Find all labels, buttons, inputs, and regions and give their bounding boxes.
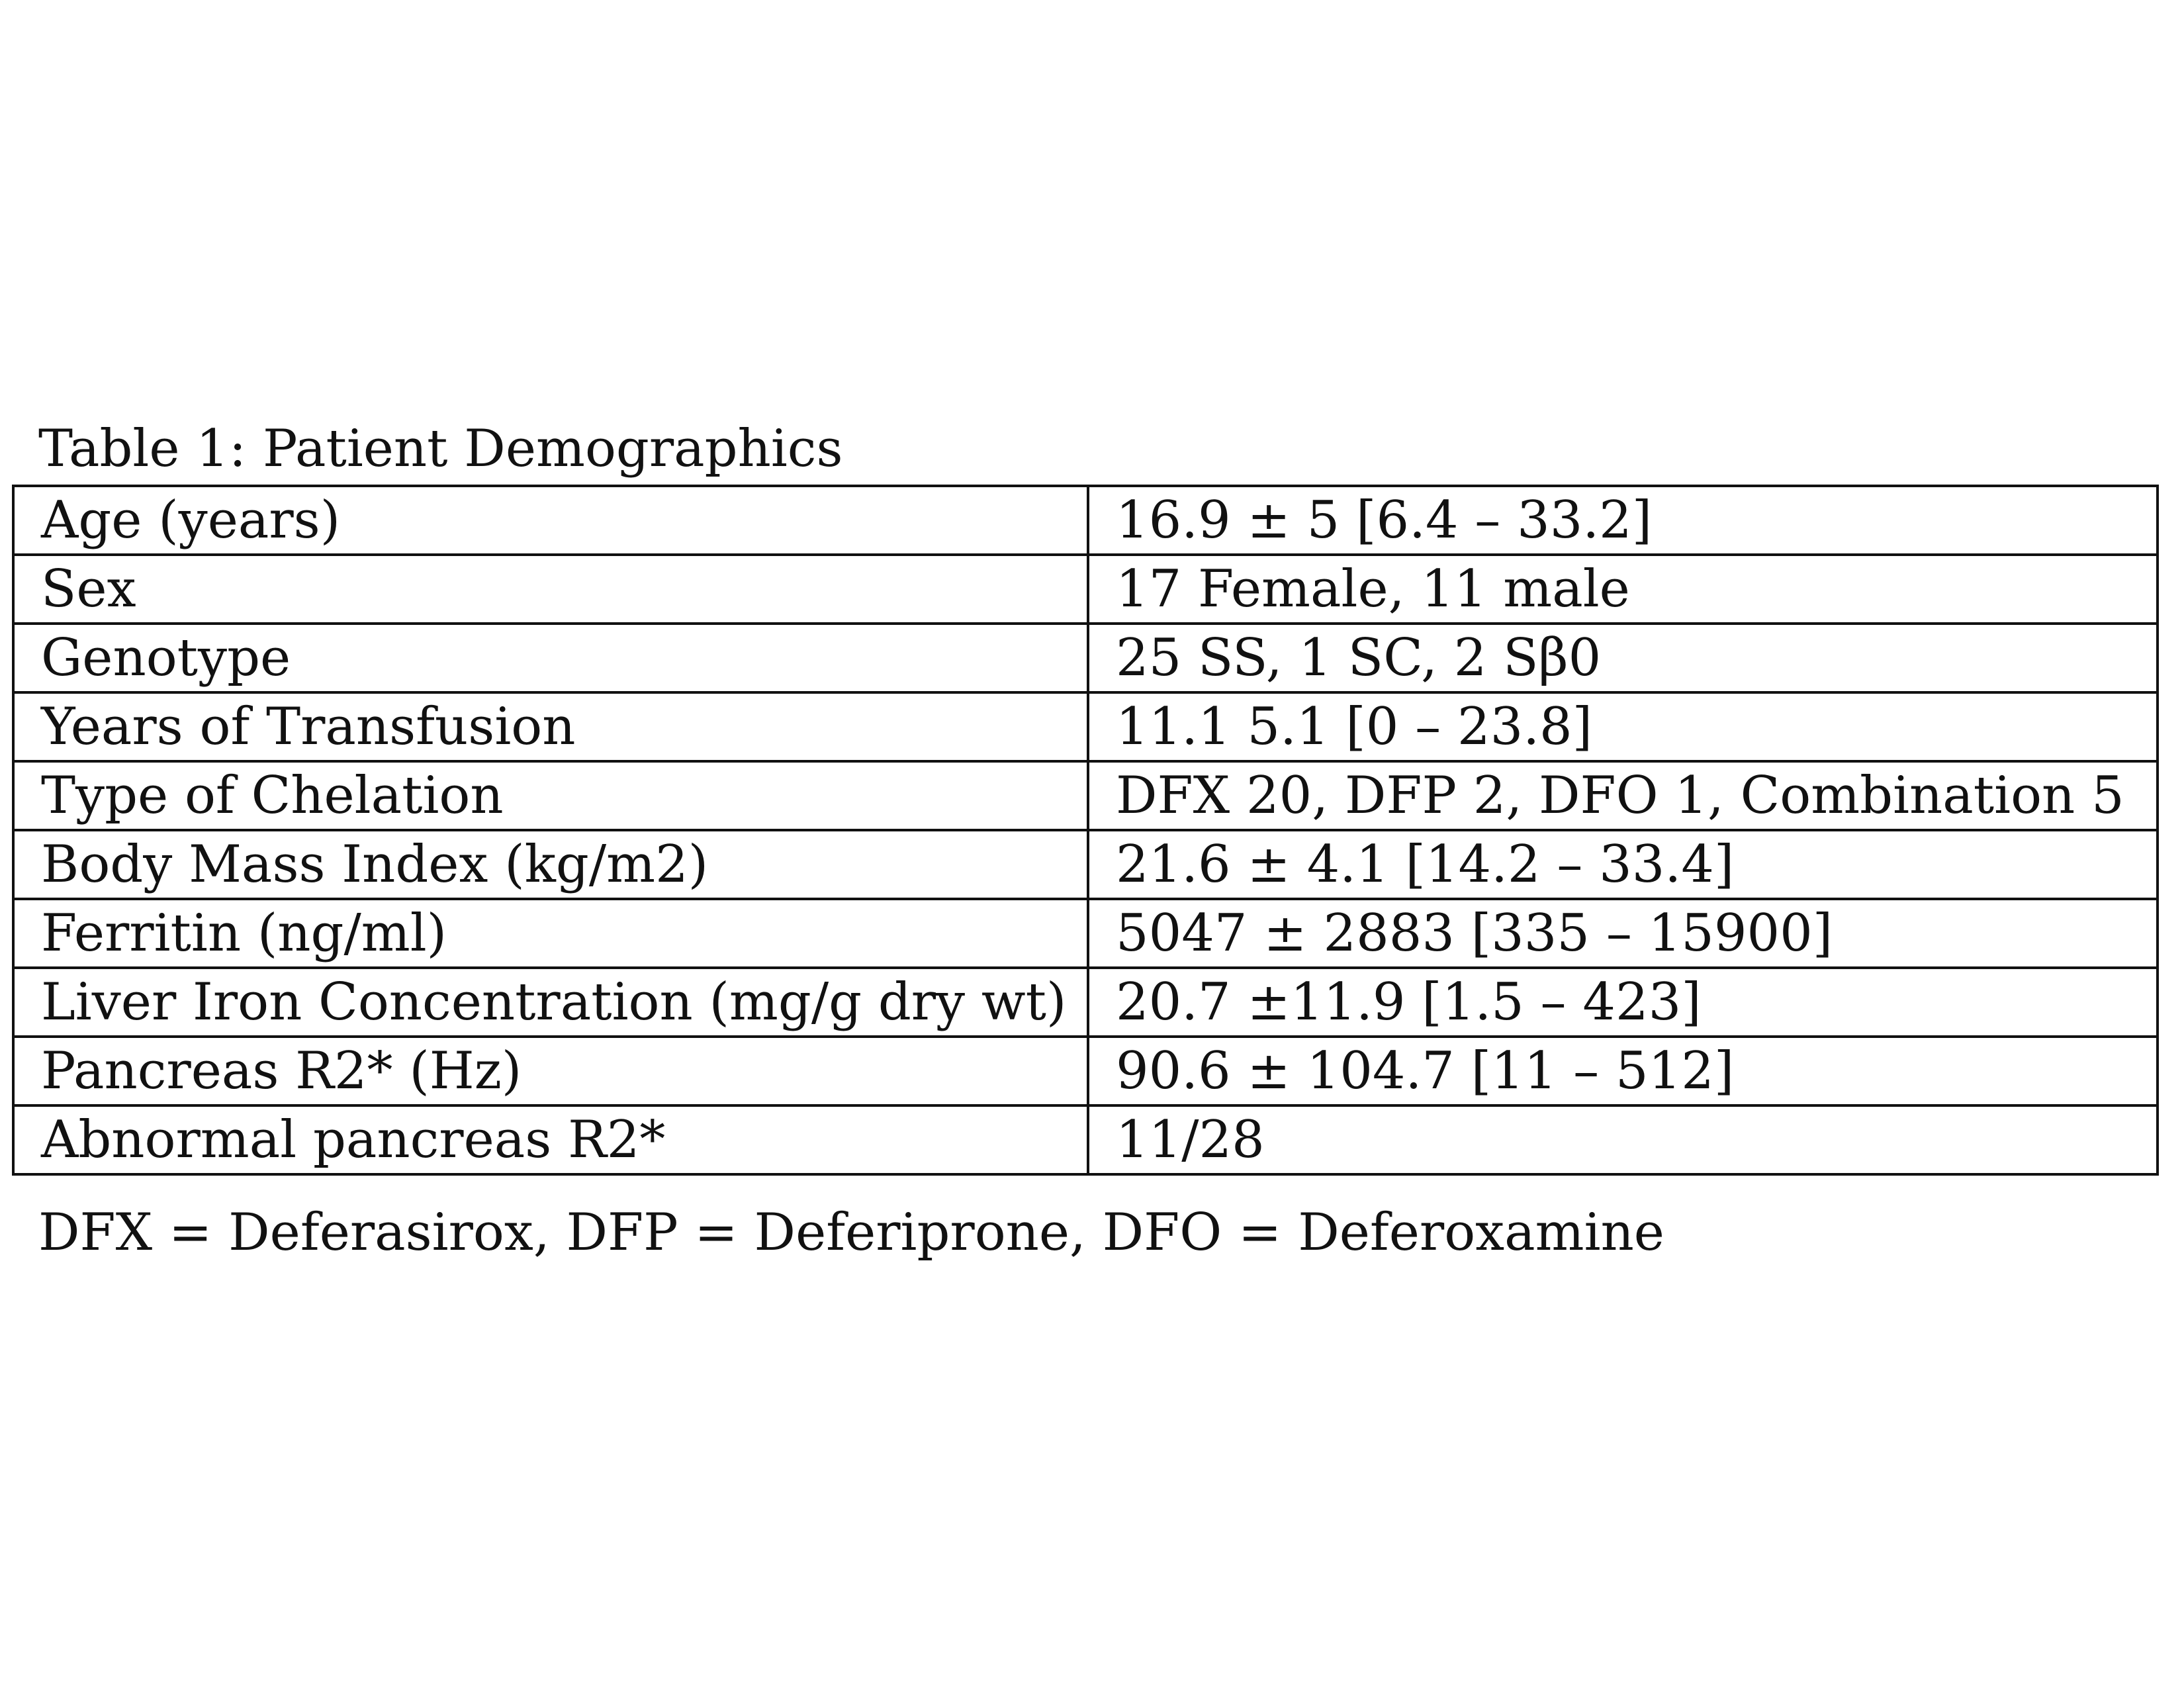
row-value: 21.6 ± 4.1 [14.2 – 33.4] <box>1088 830 2158 899</box>
table-title: Table 1: Patient Demographics <box>38 419 843 479</box>
table-row <box>13 486 2158 555</box>
table-row <box>13 899 2158 968</box>
table-row <box>13 692 2158 761</box>
table-row <box>13 830 2158 899</box>
table-row <box>13 761 2158 830</box>
table-footnote: DFX = Deferasirox, DFP = Deferiprone, DFO = Deferoxamine <box>38 1203 1664 1262</box>
row-value: 11.1 5.1 [0 – 23.8] <box>1088 692 2158 761</box>
table-row <box>13 555 2158 624</box>
row-label: Genotype <box>13 624 1088 692</box>
row-label: Sex <box>13 555 1088 624</box>
table-row <box>13 1105 2158 1174</box>
row-label: Age (years) <box>13 486 1088 555</box>
table-row <box>13 1037 2158 1105</box>
row-value: 11/28 <box>1088 1105 2158 1174</box>
row-value: 25 SS, 1 SC, 2 Sβ0 <box>1088 624 2158 692</box>
row-value: 90.6 ± 104.7 [11 – 512] <box>1088 1037 2158 1105</box>
row-label: Liver Iron Concentration (mg/g dry wt) <box>13 968 1088 1037</box>
row-value: 17 Female, 11 male <box>1088 555 2158 624</box>
row-label: Pancreas R2* (Hz) <box>13 1037 1088 1105</box>
table-row <box>13 968 2158 1037</box>
row-value: 20.7 ±11.9 [1.5 – 423] <box>1088 968 2158 1037</box>
row-value: DFX 20, DFP 2, DFO 1, Combination 5 <box>1088 761 2158 830</box>
row-label: Years of Transfusion <box>13 692 1088 761</box>
row-label: Abnormal pancreas R2* <box>13 1105 1088 1174</box>
row-label: Ferritin (ng/ml) <box>13 899 1088 968</box>
row-value: 16.9 ± 5 [6.4 – 33.2] <box>1088 486 2158 555</box>
row-label: Type of Chelation <box>13 761 1088 830</box>
demographics-table <box>12 485 2159 1176</box>
table-row <box>13 624 2158 692</box>
row-label: Body Mass Index (kg/m2) <box>13 830 1088 899</box>
row-value: 5047 ± 2883 [335 – 15900] <box>1088 899 2158 968</box>
